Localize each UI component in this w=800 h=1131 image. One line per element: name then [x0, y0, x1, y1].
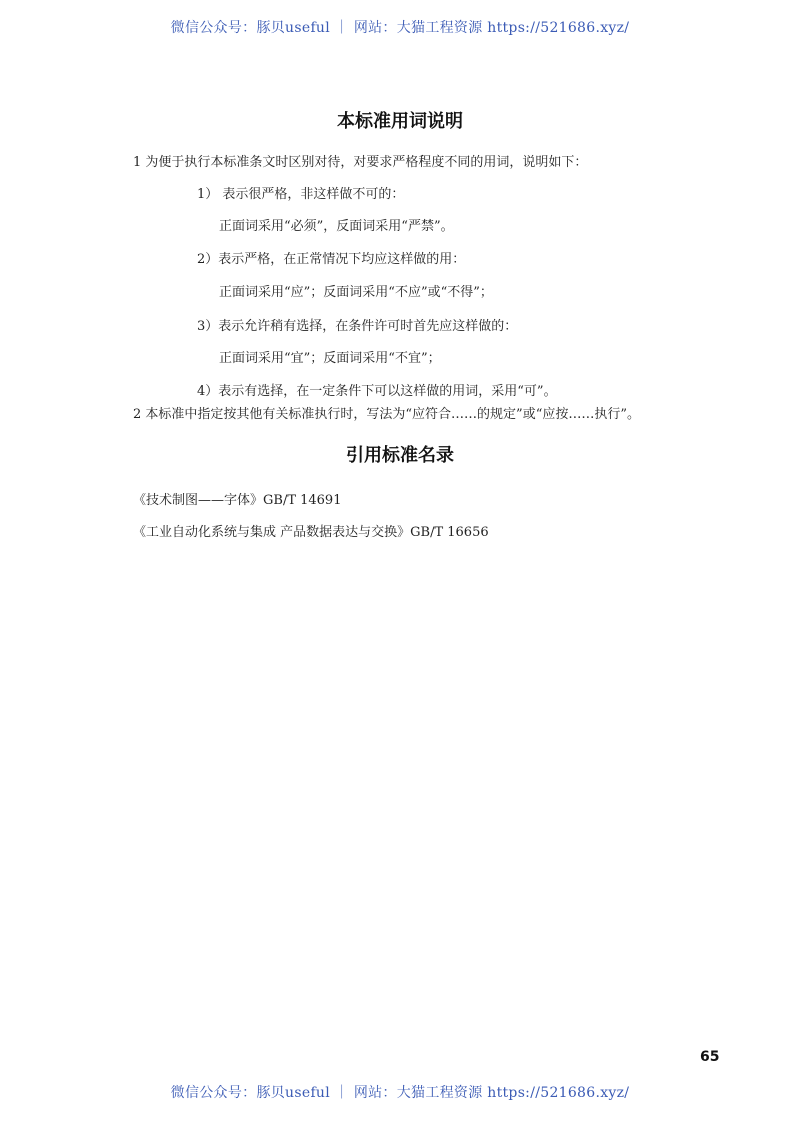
term-sub-3-words: 正面词采用“宜”；反面词采用“不宜”；: [219, 351, 441, 366]
watermark-top: 微信公众号：豚贝useful ｜ 网站：大猫工程资源 https://521686.xyz/: [170, 20, 630, 36]
section-title-references: 引用标准名录: [346, 445, 454, 466]
term-sub-1-words: 正面词采用“必须”，反面词采用“严禁”。: [219, 219, 454, 234]
term-sub-1: 1） 表示很严格，非这样做不可的：: [197, 187, 405, 202]
section-title-terms: 本标准用词说明: [337, 111, 463, 132]
watermark-bottom: 微信公众号：豚贝useful ｜ 网站：大猫工程资源 https://521686.xyz/: [170, 1085, 630, 1101]
page-number: 65: [700, 1049, 720, 1065]
term-item-2: 2 本标准中指定按其他有关标准执行时，写法为“应符合……的规定”或“应按……执行”。: [133, 407, 640, 422]
term-sub-2-words: 正面词采用“应”；反面词采用“不应”或“不得”；: [219, 285, 493, 300]
reference-item: 《工业自动化系统与集成 产品数据表达与交换》GB/T 16656: [133, 525, 489, 540]
term-sub-3: 3）表示允许稍有选择，在条件许可时首先应这样做的：: [197, 319, 518, 334]
reference-item: 《技术制图——字体》GB/T 14691: [133, 493, 342, 508]
term-sub-2: 2）表示严格，在正常情况下均应这样做的用：: [197, 252, 466, 267]
term-sub-4: 4）表示有选择，在一定条件下可以这样做的用词，采用“可”。: [197, 384, 557, 399]
term-item-1: 1 为便于执行本标准条文时区别对待，对要求严格程度不同的用词，说明如下：: [133, 155, 588, 170]
